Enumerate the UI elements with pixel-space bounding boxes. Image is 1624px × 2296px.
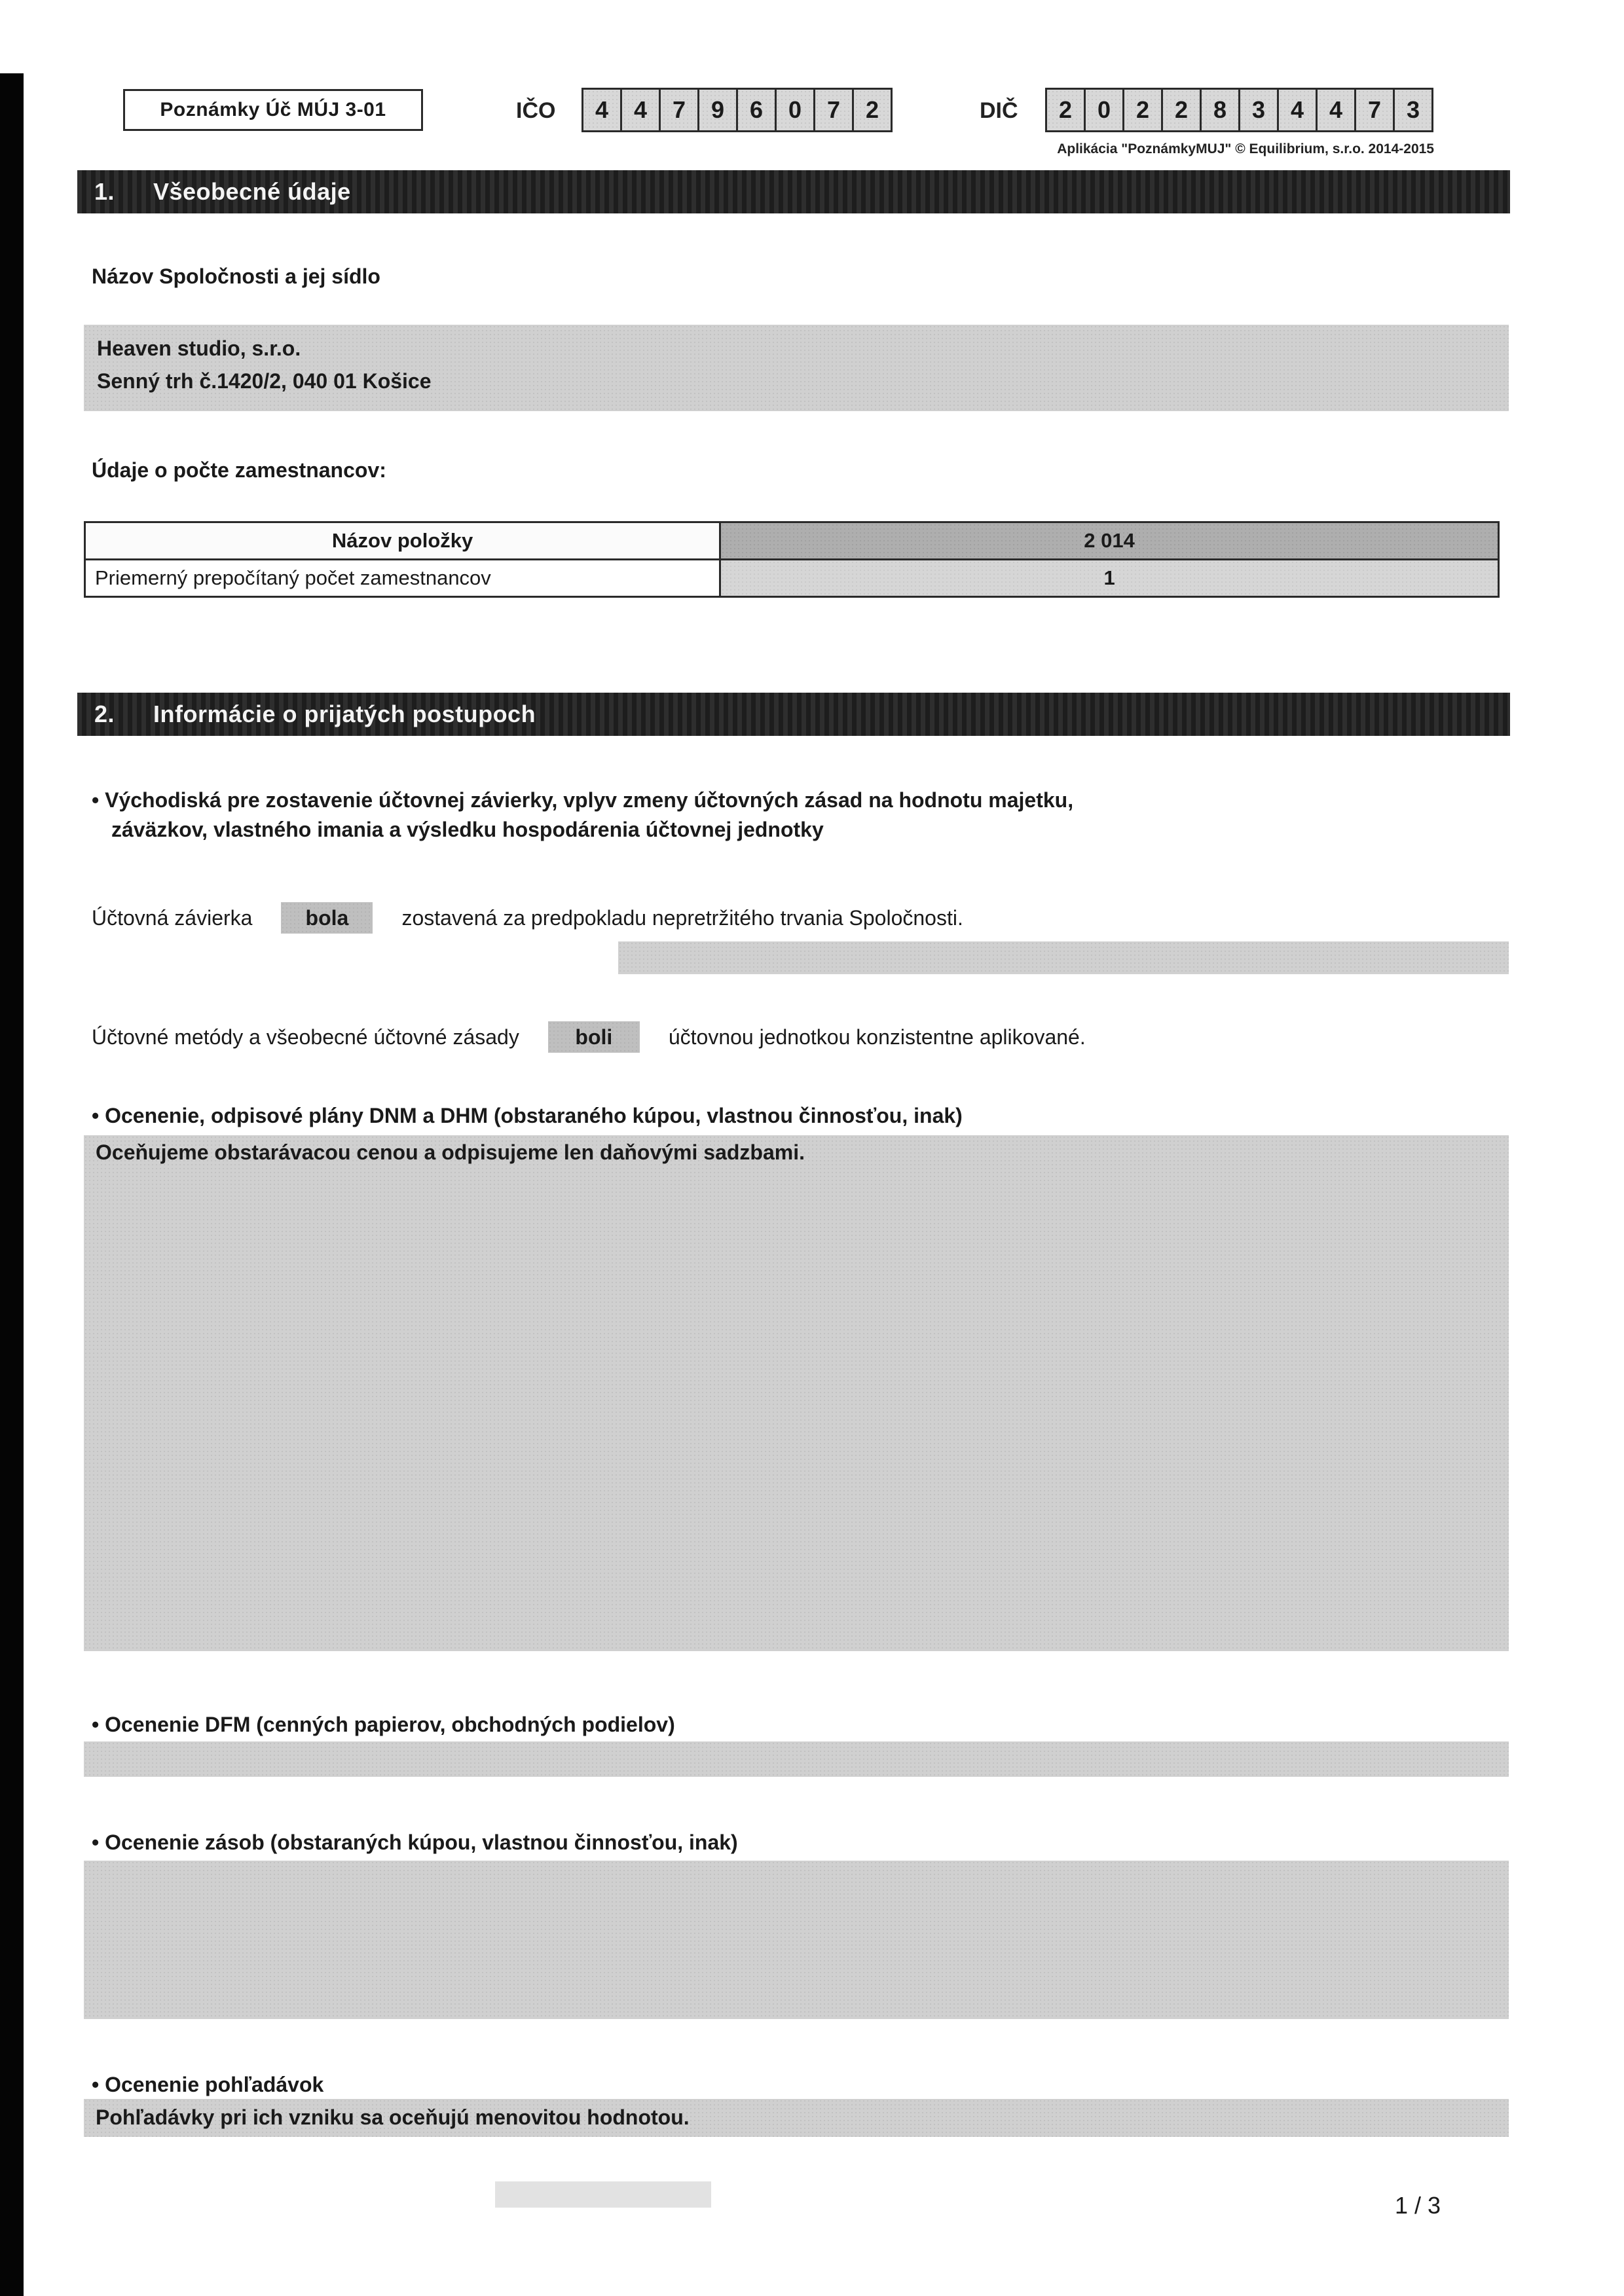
dic-digit-cell: 0 bbox=[1086, 90, 1124, 130]
dic-digit-cell: 3 bbox=[1240, 90, 1279, 130]
sentence-post: účtovnou jednotkou konzistentne aplikované. bbox=[668, 1025, 1086, 1049]
table-row bbox=[86, 560, 1498, 596]
company-label: Názov Spoločnosti a jej sídlo bbox=[92, 264, 380, 288]
sentence-pre: Účtovná závierka bbox=[92, 905, 253, 930]
table-header-year: 2 014 bbox=[721, 523, 1498, 558]
answer-chip-bola: bola bbox=[281, 902, 373, 934]
company-info-block bbox=[84, 325, 1509, 411]
going-concern-sentence bbox=[92, 902, 1506, 934]
dic-digit-cell: 8 bbox=[1202, 90, 1240, 130]
ico-digit-cell: 6 bbox=[738, 90, 777, 130]
bullet-text: • Ocenenie zásob (obstaraných kúpou, vlastnou činnosťou, inak) bbox=[92, 1828, 1493, 1857]
employees-label: Údaje o počte zamestnancov: bbox=[92, 458, 386, 482]
sentence-post: zostavená za predpokladu nepretržitého trvania Spoločnosti. bbox=[401, 905, 963, 930]
valuation-inventory-answer-block bbox=[84, 1861, 1509, 2019]
bullet-text: • Ocenenie, odpisové plány DNM a DHM (obstaraného kúpou, vlastnou činnosťou, inak) bbox=[92, 1101, 1493, 1131]
table-cell-item: Priemerný prepočítaný počet zamestnancov bbox=[86, 560, 721, 596]
shaded-fragment bbox=[495, 2181, 711, 2208]
section1-number: 1. bbox=[94, 178, 115, 205]
bullet-text: • Ocenenie pohľadávok bbox=[92, 2070, 1493, 2100]
dic-digit-boxes bbox=[1045, 88, 1433, 132]
section1-header-bar bbox=[77, 170, 1510, 213]
dic-label: DIČ bbox=[980, 98, 1018, 123]
dic-digit-cell: 2 bbox=[1047, 90, 1086, 130]
answer-text: Pohľadávky pri ich vzniku sa oceňujú menovitou hodnotou. bbox=[96, 2105, 690, 2129]
page-number: 1 / 3 bbox=[1394, 2192, 1441, 2219]
bullet-text: • Ocenenie DFM (cenných papierov, obchodných podielov) bbox=[92, 1710, 1493, 1740]
company-name: Heaven studio, s.r.o. bbox=[97, 337, 301, 360]
table-cell-value: 1 bbox=[721, 560, 1498, 596]
dic-digit-cell: 3 bbox=[1406, 96, 1420, 123]
ico-digit-cell: 9 bbox=[699, 90, 738, 130]
table-header-item: Názov položky bbox=[86, 523, 721, 558]
scan-edge-bar bbox=[0, 73, 24, 2296]
shaded-strip bbox=[618, 941, 1509, 974]
dic-digit-cell: 2 bbox=[1124, 90, 1163, 130]
sentence-pre: Účtovné metódy a všeobecné účtovné zásady bbox=[92, 1025, 519, 1049]
section2-number: 2. bbox=[94, 701, 115, 727]
bullet-basis-of-preparation bbox=[92, 786, 1493, 845]
form-code-box bbox=[123, 89, 423, 131]
section2-title: Informácie o prijatých postupoch bbox=[153, 701, 536, 727]
answer-chip-boli: boli bbox=[548, 1021, 640, 1053]
bullet-valuation-dfm bbox=[92, 1710, 1493, 1740]
ico-digit-cell: 7 bbox=[815, 90, 854, 130]
answer-text: Oceňujeme obstarávacou cenou a odpisujeme len daňovými sadzbami. bbox=[96, 1140, 805, 1164]
valuation-dfm-answer-block bbox=[84, 1741, 1509, 1777]
consistency-sentence bbox=[92, 1021, 1506, 1053]
ico-digit-cell: 4 bbox=[622, 90, 661, 130]
ico-label: IČO bbox=[516, 98, 556, 123]
valuation-dnm-dhm-answer-block bbox=[84, 1135, 1509, 1651]
bullet-text-line1: • Východiská pre zostavenie účtovnej závierky, vplyv zmeny účtovných zásad na hodnotu majetku, bbox=[92, 786, 1493, 815]
company-address: Senný trh č.1420/2, 040 01 Košice bbox=[97, 369, 432, 393]
form-code: Poznámky Úč MÚJ 3-01 bbox=[160, 99, 386, 120]
ico-digit-cell: 2 bbox=[865, 96, 879, 123]
ico-digit-cell: 7 bbox=[661, 90, 699, 130]
ico-digit-cell: 0 bbox=[777, 90, 815, 130]
valuation-receivables-answer-block bbox=[84, 2099, 1509, 2137]
dic-digit-cell: 2 bbox=[1163, 90, 1202, 130]
bullet-text-line2: záväzkov, vlastného imania a výsledku hospodárenia účtovnej jednotky bbox=[111, 817, 824, 841]
app-credit: Aplikácia "PoznámkyMUJ" © Equilibrium, s.r.o. 2014-2015 bbox=[1057, 141, 1434, 156]
bullet-valuation-receivables bbox=[92, 2070, 1493, 2100]
ico-digit-cell: 4 bbox=[583, 90, 622, 130]
dic-digit-cell: 7 bbox=[1356, 90, 1395, 130]
ico-digit-boxes bbox=[581, 88, 893, 132]
section2-header-bar bbox=[77, 693, 1510, 736]
employees-table bbox=[84, 521, 1500, 598]
bullet-valuation-dnm-dhm bbox=[92, 1101, 1493, 1131]
dic-digit-cell: 4 bbox=[1279, 90, 1318, 130]
table-header-row bbox=[86, 523, 1498, 560]
dic-digit-cell: 4 bbox=[1318, 90, 1356, 130]
section1-title: Všeobecné údaje bbox=[153, 178, 351, 205]
bullet-valuation-inventory bbox=[92, 1828, 1493, 1857]
